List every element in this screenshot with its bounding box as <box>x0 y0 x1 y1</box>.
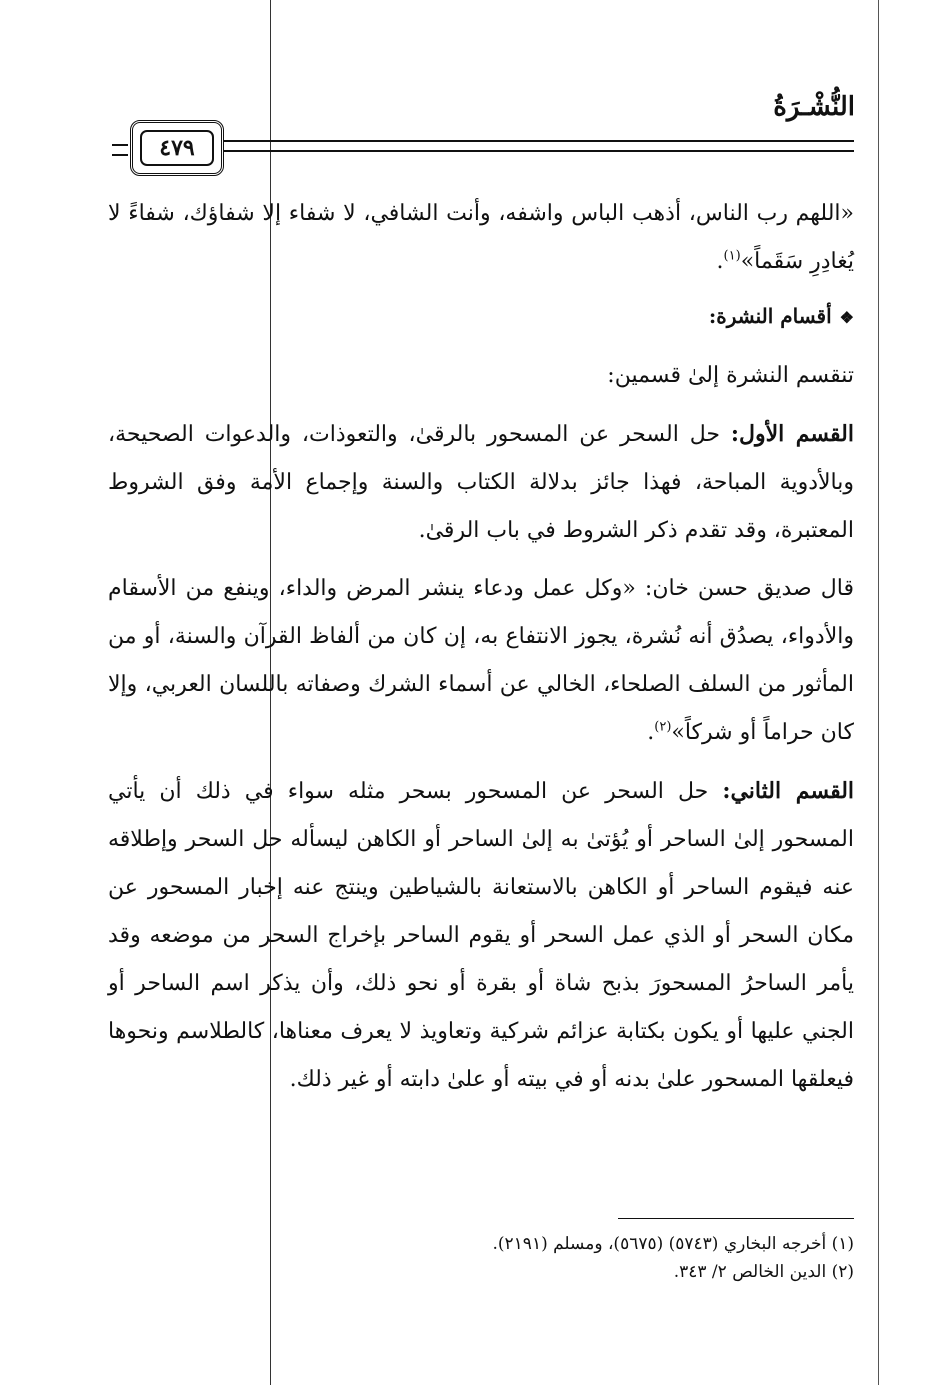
paragraph-first-type <box>108 410 854 555</box>
paragraph-dua: «اللهم رب الناس، أذهب الباس واشفه، وأنت الشافي، لا شفاء إلا شفاؤك، شفاءً لا يُغادِرِ سَقَماً»$^{(١)}$. <box>108 201 854 274</box>
second-type-text: حل السحر عن المسحور بسحر مثله سواء في ذلك أن يأتي المسحور إلىٰ الساحر أو يُؤتىٰ به إلىٰ الساحر أو الكاهن ليسأله حل السحر وإطلاقه عنه فيقوم الساحر أو الكاهن بالاستعانة بالشياطين وينتج عنه إخبار المسحور عن مكان السحر أو الذي عمل السحر أو يقوم الساحر بإخراج السحر من موضعه وقد يأمر الساحرُ المسحورَ بذبح شاة أو بقرة أو نحو ذلك، وأن يذكر اسم الساحر أو الجني عليها أو يكون بكتابة عزائم شركية وتعاويذ لا يعرف معناها، كالطلاسم ونحوها فيعلقها المسحور علىٰ بدنه أو في بيته أو علىٰ دابته أو غير ذلك. <box>108 779 854 1092</box>
main-text <box>108 190 854 1114</box>
quote-text: قال صديق حسن خان: «وكل عمل ودعاء ينشر المرض والداء، وينفع من الأسقام والأدواء، يصدُق أنه نُشرة، يجوز الانتفاع به، إن كان من ألفاظ القرآن والسنة، أو من المأثور من السلف الصلحاء، الخالي عن أسماء الشرك وصفاته باللسان العربي، وإلا كان حراماً أو شركاً» <box>108 576 854 745</box>
dua-text: «اللهم رب الناس، أذهب الباس واشفه، وأنت الشافي، لا شفاء إلا شفاؤك، شفاءً لا يُغادِرِ سَقَماً» <box>108 201 854 274</box>
footnote-rule <box>618 1218 854 1219</box>
page-number-frame <box>130 120 224 176</box>
heading-text: أقسام النشرة: <box>708 304 832 328</box>
first-type-lead: القسم الأول: <box>730 421 854 447</box>
paragraph-quote: قال صديق حسن خان: «وكل عمل ودعاء ينشر المرض والداء، وينفع من الأسقام والأدواء، يصدُق أنه نُشرة، يجوز الانتفاع به، إن كان من ألفاظ القرآن والسنة، أو من المأثور من السلف الصلحاء، الخالي عن أسماء الشرك وصفاته باللسان العربي، وإلا كان حراماً أو شركاً»$^{(٢)}$. <box>108 576 854 745</box>
section-heading <box>108 292 854 342</box>
scan-line-right <box>878 0 879 1385</box>
footnote-ref-2: (٢) <box>654 719 672 735</box>
first-type-text: حل السحر عن المسحور بالرقىٰ، والتعوذات، والدعوات الصحيحة، وبالأدوية المباحة، فهذا جائز بدلالة الكتاب والسنة وإجماع الأمة وفق الشروط المعتبرة، وقد تقدم ذكر الشروط في باب الرقىٰ. <box>108 422 854 543</box>
running-title: النُّشْـرَةُ <box>773 92 855 122</box>
footnote-ref-1: (١) <box>723 248 741 264</box>
header-rule-end <box>112 144 128 156</box>
intro-line: تنقسم النشرة إلىٰ قسمين: <box>607 363 854 388</box>
header-rule <box>218 140 854 152</box>
second-type-lead: القسم الثاني: <box>722 778 855 804</box>
diamond-bullet-icon: ❖ <box>839 308 854 327</box>
page-number: ٤٧٩ <box>140 130 214 166</box>
paragraph-second-type <box>108 767 854 1104</box>
footnote-1: (١) أخرجه البخاري (٥٧٤٣) (٥٦٧٥)، ومسلم (٢١٩١). <box>492 1234 854 1254</box>
footnotes <box>300 1230 854 1286</box>
footnote-2: (٢) الدين الخالص ٢/ ٣٤٣. <box>673 1262 854 1282</box>
